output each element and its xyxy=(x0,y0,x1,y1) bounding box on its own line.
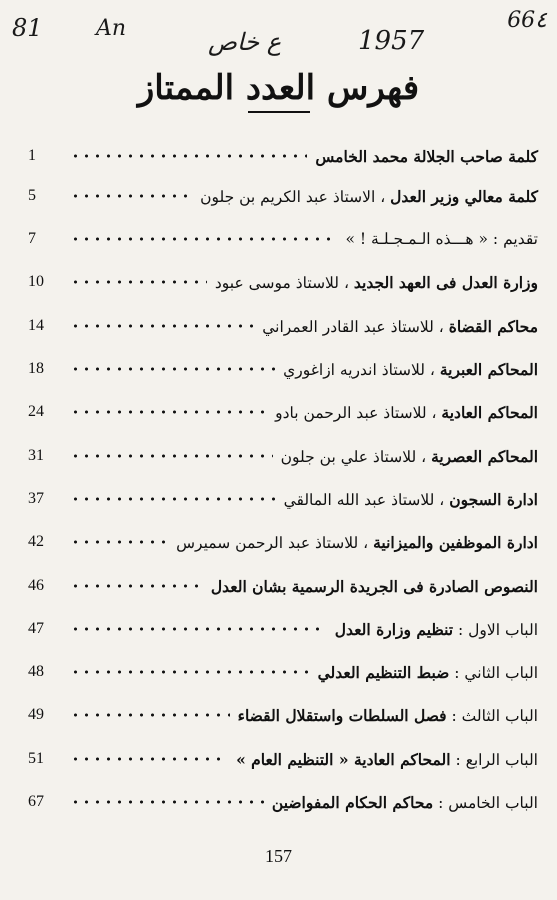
title-underline xyxy=(248,111,310,113)
toc-entry-bold: محاكم الحكام المفواضين xyxy=(271,792,434,812)
toc-leader-dots xyxy=(70,154,307,158)
toc-entry xyxy=(28,183,538,209)
toc-entry-title xyxy=(335,620,538,639)
page-title: فهرس العدد الممتاز xyxy=(137,68,420,108)
toc-entry-title xyxy=(238,706,538,725)
toc-entry xyxy=(28,616,538,642)
toc-leader-dots xyxy=(70,324,254,328)
toc-entry-prefix: الباب الاول : xyxy=(453,620,538,639)
toc-entry-bold: ادارة الموظفين والميزانية xyxy=(373,532,538,552)
toc-page-number: 42 xyxy=(28,533,44,550)
toc-entry-author: تقديم : « هـــذه الـمـجـلـة ! » xyxy=(345,230,538,248)
toc-page-number: 5 xyxy=(28,187,36,204)
toc-entry-title xyxy=(211,577,538,596)
handwritten-mark-top-right: 66٤ xyxy=(507,8,547,33)
toc-entry xyxy=(28,486,538,512)
toc-entry-author: ، للاستاذ علي بن جلون xyxy=(280,447,432,466)
toc-entry xyxy=(28,659,538,685)
toc-entry-bold: فصل السلطات واستقلال القضاء xyxy=(237,705,447,725)
toc-page-number: 14 xyxy=(28,317,44,334)
toc-page-number: 48 xyxy=(28,663,44,680)
toc-leader-dots xyxy=(70,584,203,588)
toc-leader-dots xyxy=(70,454,273,458)
toc-entry xyxy=(28,226,538,252)
toc-leader-dots xyxy=(70,194,192,198)
toc-leader-dots xyxy=(70,757,228,761)
toc-entry-title xyxy=(315,147,538,166)
toc-entry-title xyxy=(262,317,538,336)
toc-page-number: 51 xyxy=(28,750,44,767)
toc-entry-bold: المحاكم العادية « التنظيم العام » xyxy=(236,749,451,769)
toc-entry-title xyxy=(176,533,538,552)
toc-leader-dots xyxy=(70,713,230,717)
toc-entry-author: ، للاستاذ اندريه ازاغوري xyxy=(283,360,440,379)
toc-entry-bold: ادارة السجون xyxy=(449,489,538,509)
toc-entry-author: ، للاستاذ عبد الرحمن سميرس xyxy=(176,533,374,552)
toc-leader-dots xyxy=(70,800,264,804)
toc-entry xyxy=(28,356,538,382)
toc-entry-bold: كلمة صاحب الجلالة محمد الخامس xyxy=(315,146,538,166)
toc-entry xyxy=(28,529,538,555)
toc-entry-bold: المحاكم العصرية xyxy=(431,446,538,466)
toc-entry-title xyxy=(215,273,538,292)
toc-entry-prefix: الباب الرابع : xyxy=(450,750,538,769)
handwritten-arabic-note: ع خاص xyxy=(208,28,282,56)
toc-leader-dots xyxy=(70,237,337,241)
toc-entry-author: ، الاستاذ عبد الكريم بن جلون xyxy=(200,187,391,206)
toc-leader-dots xyxy=(70,627,327,631)
toc-page-number: 31 xyxy=(28,447,44,464)
toc-entry-bold: النصوص الصادرة فى الجريدة الرسمية بشان العدل xyxy=(210,576,538,596)
toc-entry-prefix: الباب الخامس : xyxy=(433,793,538,812)
toc-entry-title xyxy=(236,750,538,769)
toc-page-number: 7 xyxy=(28,230,36,247)
toc-entry xyxy=(28,789,538,815)
toc-entry xyxy=(28,573,538,599)
toc-entry xyxy=(28,399,538,425)
page-number: 157 xyxy=(265,846,292,866)
toc-page-number: 47 xyxy=(28,620,44,637)
toc-entry-title xyxy=(345,230,538,248)
toc-entry-title xyxy=(272,793,538,812)
toc-entry xyxy=(28,269,538,295)
toc-page-number: 24 xyxy=(28,403,44,420)
toc-entry-title xyxy=(281,447,538,466)
toc-entry-bold: محاكم القضاة xyxy=(448,316,538,336)
toc-entry-bold: تنظيم وزارة العدل xyxy=(334,619,454,639)
handwritten-year: 1957 xyxy=(358,26,425,56)
toc-entry-author: ، للاستاذ موسى عبود xyxy=(214,273,354,292)
toc-entry-bold: المحاكم العادية xyxy=(441,402,538,422)
toc-entry-author: ، للاستاذ عبد القادر العمراني xyxy=(262,317,449,336)
toc-page-number: 10 xyxy=(28,273,44,290)
toc-entry xyxy=(28,746,538,772)
toc-entry-title xyxy=(275,403,538,422)
toc-entry xyxy=(28,443,538,469)
toc-page-number: 18 xyxy=(28,360,44,377)
toc-entry-title xyxy=(318,663,538,682)
toc-leader-dots xyxy=(70,497,276,501)
toc-page-number: 46 xyxy=(28,577,44,594)
toc-leader-dots xyxy=(70,670,310,674)
toc-entry xyxy=(28,143,538,169)
toc-entry-title xyxy=(283,360,538,379)
toc-entry-bold: المحاكم العبرية xyxy=(439,359,538,379)
toc-entry-prefix: الباب الثاني : xyxy=(449,663,538,682)
toc-leader-dots xyxy=(70,410,267,414)
handwritten-number: 81 xyxy=(12,14,43,42)
toc-page-number: 1 xyxy=(28,147,36,164)
toc-entry-bold: ضبط التنظيم العدلي xyxy=(317,662,450,682)
toc-page-number: 49 xyxy=(28,706,44,723)
toc-entry-title xyxy=(284,490,538,509)
toc-entry-title xyxy=(200,187,538,206)
toc-leader-dots xyxy=(70,367,275,371)
handwritten-code: An xyxy=(96,16,127,41)
toc-entry-author: ، للاستاذ عبد الله المالقي xyxy=(283,490,450,509)
toc-leader-dots xyxy=(70,280,207,284)
toc-entry xyxy=(28,313,538,339)
toc-leader-dots xyxy=(70,540,168,544)
toc-page-number: 37 xyxy=(28,490,44,507)
toc-entry-bold: كلمة معالي وزير العدل xyxy=(390,186,538,206)
toc-entry-bold: وزارة العدل فى العهد الجديد xyxy=(353,272,538,292)
toc-entry-prefix: الباب الثالث : xyxy=(446,706,538,725)
toc-page-number: 67 xyxy=(28,793,44,810)
toc-entry-author: ، للاستاذ عبد الرحمن بادو xyxy=(275,403,442,422)
toc-entry xyxy=(28,702,538,728)
